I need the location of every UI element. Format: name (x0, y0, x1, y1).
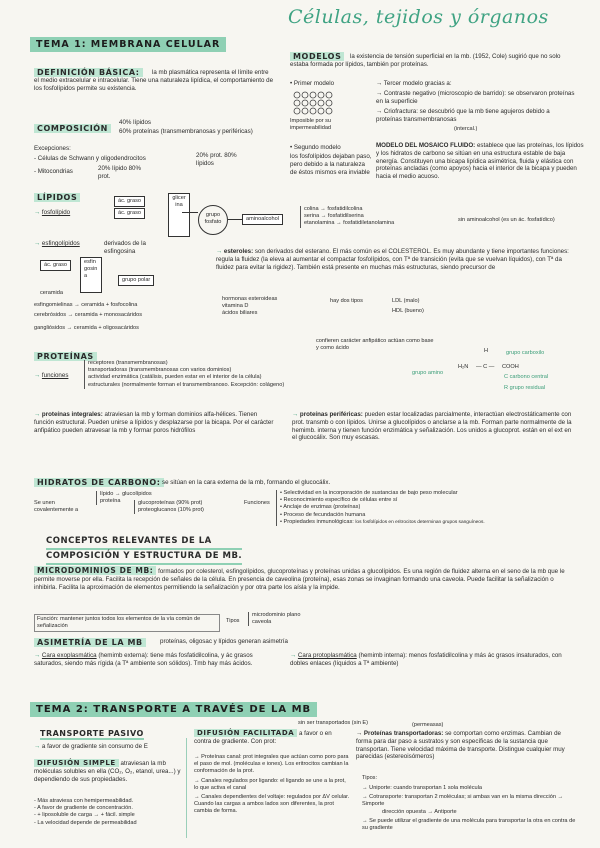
esteroles-block: → esteroles: son derivados del esterano. El más común es el COLESTEROL. Es muy abundante y tiene importantes funciones: regula la fluidez (la eleva al aumentar el compactar fosfolípidos, con Tª de transición (evita que se vuelvan líquidos), con Tª da fluidez para evitar la rigidez). También está presente en muchas más estructuras, siendo precursor de (216, 248, 569, 271)
transportadoras-text: se comportan como enzimas. Cambian de forma para dar paso a sustratos y son específicas de la sustancia que transportan. Tiene velocidad máxima de transporte. Distingue cualquier muy parecidas (estereoisómeros) (356, 730, 565, 761)
grupo-residual: R grupo residual (504, 385, 546, 391)
funcion-enzimatica: actividad enzimática (catálisis, pueden estar en el interior de la célula) (88, 374, 262, 381)
hidratos-lipido: lípido → glucolípidos (100, 491, 152, 497)
facilitada-list (194, 754, 350, 816)
transp-tipos-list (362, 785, 578, 832)
aminoalcohol-box: aminoalcohol (242, 214, 283, 225)
cara-exo-block: → Cara exoplasmática (hemimb externa): tiene más fosfatidilcolina, y ác grasos saturados, siendo más rígida (a Tª ambiente son sólidos). Tmb hay más ácidos. (34, 652, 253, 667)
grupo-amino: grupo amino (412, 370, 444, 376)
esteroles-heading: esteroles: (223, 248, 254, 255)
hdl: HDL (bueno) (392, 308, 424, 314)
serina-item: serina → fosfatidilserina (304, 213, 364, 220)
proteoglucanos: proteoglucanos (10% prot) (138, 507, 204, 514)
cerebrosidos-line: cerebrósidos → ceramida + monosacáridos (34, 312, 143, 318)
tema1-title: TEMA 1: MEMBRANA CELULAR (30, 37, 226, 52)
cara-exo-heading: Cara exoplasmática (41, 652, 97, 659)
composicion-heading: COMPOSICIÓN (34, 124, 111, 133)
hidratos-proteina-list (134, 500, 248, 514)
glucoproteinas: glucoproteínas (90% prot) (138, 500, 203, 506)
hidratos-fn-3: • Anclaje de enzimas (proteínas) (280, 504, 361, 511)
mosaico-block (376, 142, 586, 181)
hidratos-fn-1: • Selectividad en la incorporación de sustancias de bajo peso molecular (280, 490, 458, 496)
facilitada-heading: DIFUSIÓN FACILITADA (194, 729, 297, 737)
aa-cooh: COOH (502, 364, 519, 370)
perifericas-text: pueden estar localizadas parcialmente, interactúan electrostáticamente con prot. transmb o con lípidos. Unirse a glucolípidos o anclarse a la mb. Forman parte normalmente de la hemimb. interna y tienen función enzimática y señalización. Los unidos a glucoprot. están en el ext en el glucocálix. Son muy escasas. (292, 411, 572, 442)
integrales-block: → proteínas integrales: atraviesan la mb y forman dominios alfa-hélices. Tienen función estructural. Pueden unirse a lípidos y desplazarse por la bicapa. Por el carácter anfipático pueden atravesar la mb y formar poros hidrófilos (34, 411, 274, 434)
hidratos-fn-5-label: • Propiedades inmunológicas: (280, 518, 354, 525)
excepcion-schwann-val: 20% prot. 80% lípidos (196, 152, 237, 167)
integrales-heading: proteínas integrales: (41, 411, 103, 418)
esfingo-ac-graso-box: ác. graso (40, 260, 71, 271)
pct-lipidos: 40% lípidos (119, 119, 151, 126)
grupo-fosfato-circle: grupo fosfato (198, 205, 228, 235)
esfingosina-box: esfingosina (80, 257, 102, 293)
excepcion-mitocondrias-val: 20% lípido 80% prot. (98, 165, 141, 180)
esfingomielinas-line: esfingomielinas → ceramida + fosfocolina (34, 302, 138, 308)
grupo-polar-box: grupo polar (118, 275, 154, 286)
pct-proteinas: 60% proteínas (transmembranosas y periféricas) (119, 128, 253, 135)
modelos-intro: la existencia de tensión superficial en la mb. (1952, Cole) sugirió que no solo estaba formada por lípidos, también por proteínas. (290, 53, 561, 68)
esteroles-item-2: vitamina D (222, 303, 249, 310)
ldl: LDL (malo) (392, 298, 420, 304)
ceramida-label: ceramida (40, 290, 64, 296)
tipos-list (248, 612, 301, 626)
pasivo-text: → a favor de gradiente sin consumo de E (34, 743, 148, 750)
bond-line-2 (228, 219, 242, 220)
etanolamina-item: etanolamina → fosfatidiletanolamina (304, 220, 395, 227)
hidratos-fn-5-note: los fosfolípidos en eritrocitos determinan grupos sanguíneos. (355, 519, 485, 525)
simple-item-1: - Más atraviesa con hemipermeabilidad. (34, 798, 134, 804)
simple-item-3: - + liposoluble de carga → + fácil. simple (34, 812, 135, 819)
grupo-carboxilo: grupo carboxilo (506, 350, 545, 356)
excepcion-schwann: - Células de Schwann y oligodendrocitos (34, 155, 146, 162)
carbono-central: C carbono central (504, 374, 549, 380)
ac-graso-box-2: ác. graso (114, 208, 145, 219)
hidratos-intro: se sitúan en la cara externa de la mb, formando el glucocálix. (162, 479, 331, 486)
hidratos-fn-2: • Reconocimiento específico de células entre sí (280, 497, 398, 504)
excepcion-mitocondrias: - Mitocondrias (34, 168, 73, 175)
cara-exo-text: (hemimb externa): tiene más fosfatidilcolina, y ác grasos saturados, siendo más rígida (a Tª ambiente son sólidos). Tmb hay más ácidos. (34, 652, 253, 667)
imposible-note: Imposible por su impermeabilidad (290, 118, 332, 132)
se-unen: Se unen covalentemente a (34, 500, 79, 514)
lipidos-heading: LÍPIDOS (34, 193, 80, 202)
hidratos-proteina: proteína (100, 498, 121, 505)
modelos-heading: MODELOS (290, 52, 344, 61)
tercer-2: → Criofractura: se descubrió que la mb tiene agujeros debido a proteínas transmembranosas (376, 108, 550, 123)
aminoalcohol-list (300, 206, 395, 228)
simple-list (34, 798, 184, 827)
tema2-title: TEMA 2: TRANSPORTE A TRAVÉS DE LA MB (30, 702, 317, 717)
microdominios-block (34, 567, 574, 591)
simple-item-4: - La velocidad depende de permeabilidad (34, 819, 137, 826)
hidratos-funciones: Funciones (244, 500, 270, 506)
hay-dos-tipos: hay dos tipos (330, 298, 363, 304)
definicion-heading: DEFINICIÓN BÁSICA: (34, 68, 143, 77)
cotransporte-item: → Cotransporte: transportan 2 moléculas; si ambas van en la misma dirección → Simporte (362, 794, 564, 808)
page-title: Células, tejidos y órganos (288, 6, 549, 28)
gangliosidos-line: gangliósidos → ceramida + oligosacáridos (34, 325, 139, 331)
facilitada-intro: a favor o en contra de gradiente. Con prot: (194, 730, 332, 745)
colina-item: colina → fosfatidilcolina (304, 206, 363, 212)
segundo-text: los fosfolípidos dejaban paso, pero debido a la naturaleza de éstos mismos era inviable (290, 153, 372, 176)
column-divider (186, 738, 187, 838)
permeasas-note: (permeasas) (412, 722, 444, 728)
primer-modelo: • Primer modelo (290, 80, 335, 87)
transportadoras-heading: → Proteínas transportadoras: (356, 730, 444, 737)
perifericas-heading: proteínas periféricas: (299, 411, 363, 418)
cara-proto-block: → Cara protoplasmática (hemimb interna): menos fosfatidilcolina y más ác grasos insaturados, con dobles enlaces (líquidos a Tª ambiente) (290, 652, 562, 667)
tipo-microdominio-plano: microdominio plano (252, 612, 301, 618)
fosfolipidos-label: → fosfolípido (34, 209, 71, 216)
microdominios-heading: MICRODOMINIOS DE MB: (34, 566, 156, 575)
perifericas-block: → proteínas periféricas: pueden estar localizadas parcialmente, interactúan electrostáticamente con prot. transmb o con lípidos. Unirse a glucolípidos o anclarse a la mb. Forman parte normalmente de la hemimb. interna y tienen función enzimática y señalización. Los unidos a glucoprot. están en el ext en el glucocálix. Son muy escasas. (292, 411, 572, 442)
funcion-transportadoras: transportadoras (transmembranosas con varios dominios) (88, 367, 232, 374)
esfingolipidos-label: → esfingolípidos (34, 240, 80, 247)
facilitada-top-note: sin ser transportados (sin E) (298, 720, 368, 726)
simple-block (34, 760, 184, 783)
funcion-receptores: receptores (transmembranosas) (88, 360, 168, 366)
pasivo-heading: TRANSPORTE PASIVO (40, 729, 144, 738)
bilayer-icon (292, 90, 336, 116)
tercer-1: → Contraste negativo (microscopio de barrido): se observaron proteínas en la superficie (376, 90, 575, 105)
funciones-label: → funciones (34, 372, 69, 379)
integrales-text: atraviesan la mb y forman dominios alfa-hélices. Tienen función estructural. Pueden unirse a lípidos y desplazarse por la bicapa. Por el carácter anfipático pueden atravesar la mb y formar poros hidrófilos (34, 411, 274, 434)
esteroles-item-1: hormonas esteroideas (222, 296, 278, 302)
hidratos-fn-4: • Proceso de fecundación humana (280, 511, 366, 518)
gradiente-item: → Se puede utilizar el gradiente de una molécula para transportar la otra en contra de su gradiente (362, 817, 576, 832)
hidratos-heading: HIDRATOS DE CARBONO: (34, 478, 164, 487)
aa-c-label: — C — (476, 364, 495, 370)
tipos-t2-label: Tipos: (362, 775, 378, 781)
tipos-label: Tipos (226, 618, 240, 624)
esteroles-item-3: ácidos biliares (222, 310, 258, 317)
facilitada-ligando: → Canales regulados por ligando: el ligando se une a la prot, lo que activa el canal (194, 777, 346, 791)
conceptos-heading-2: COMPOSICIÓN Y ESTRUCTURA DE MB. (46, 550, 242, 565)
mosaico-text: establece que las proteínas, los lípidos y los hidratos de carbono se sitúan en una estructura estable de baja energía. Constituyen una bicapa lipídica asimétrica, fluida y elástica con proteínas ancladas (como apoyos) hacia el interior de la bicapa y pueden hacia el medio acuoso. (376, 142, 584, 181)
simple-item-2: - A favor de gradiente de concentración. (34, 805, 133, 812)
mosaico-heading: MODELO DEL MOSAICO FLUIDO: (376, 142, 476, 149)
uniporte-item: → Uniporte: cuando transportan 1 sola molécula (362, 785, 483, 791)
facilitada-voltaje: → Canales dependientes del voltaje: regulados por ΔV celular. Cuando las cargas a ambos lados son diferentes, la prot cambia de forma. (194, 794, 350, 815)
facilitada-block (194, 730, 350, 746)
microdominios-text: formados por colesterol, esfingolípidos, glucoproteínas y proteínas unidas a glucolípidos. Es una región de fluidez alterna en el seno de la mb que le permite moverse por ella. Facilita la recepción de señales de la célula. En presencia de caveolina (proteína), esas zonas se invaginan formando una caveola. Puede facilitar la señalización o inhibirla. Facilita la aproximación de elementos permitiendo la señalización y por otra parte los aísla y la impide. (34, 568, 565, 591)
tercer-3: (intercal.) (454, 126, 478, 132)
asimetria-text: proteínas, oligosac y lípidos generan asimetría (160, 638, 288, 645)
sin-aminoalcohol: sin aminoalcohol (es un ác. fosfatídico) (458, 217, 555, 223)
asimetria-heading: ASIMETRÍA DE LA MB (34, 638, 146, 647)
proteinas-heading: PROTEÍNAS (34, 352, 97, 361)
tipo-caveola: caveola (252, 619, 272, 626)
tercer-modelo: → Tercer modelo gracias a: (376, 80, 452, 87)
aa-h-label: H (484, 348, 489, 354)
excepciones-label: Excepciones: (34, 145, 71, 152)
antiporte-item: dirección opuesta → Antiporte (382, 808, 457, 815)
hidratos-fn-list (276, 490, 580, 526)
funcion-box: Función: mantener juntos todos los elementos de la vía común de señalización (34, 614, 220, 632)
esfingolipidos-desc: derivados de la esfingosina (104, 240, 146, 255)
conceptos-heading (46, 535, 242, 565)
ac-graso-box-1: ác. graso (114, 196, 145, 207)
esteroles-list (222, 296, 322, 318)
bond-line (182, 212, 198, 213)
hidratos-fn-5 (280, 519, 580, 526)
glicerina-box: glicerina (168, 193, 190, 237)
segundo-modelo: • Segundo modelo (290, 144, 341, 151)
definicion-text: la mb plasmática representa el límite entre el medio extracelular e intracelular. Tiene una naturaleza lipídica, el comportamiento de los fosfolípidos permite su existencia. (34, 69, 274, 92)
cara-proto-heading: Cara protoplasmática (297, 652, 357, 659)
transportadoras-block (356, 730, 578, 761)
cara-proto-text: (hemimb interna): menos fosfatidilcolina y más ác grasos insaturados, con dobles enlaces (líquidos a Tª ambiente) (290, 652, 562, 667)
funciones-list (84, 360, 318, 389)
facilitada-canal: → Proteínas canal: prot integrales que actúan como poro para el paso de mol. (moléculas e iones). Los eritrocitos cambian la conformación de la prot. (194, 754, 349, 775)
simple-heading: DIFUSIÓN SIMPLE (34, 759, 119, 767)
conceptos-heading-1: CONCEPTOS RELEVANTES DE LA (46, 535, 242, 550)
funcion-estructurales: estructurales (normalmente forman el transmembranoso. Excepción: colágeno) (88, 381, 285, 388)
anfipatico-text: confieren carácter anfipático actúan como base y como ácido (316, 338, 434, 352)
simple-text: atraviesan la mb moléculas solubles en ella (CO₂, O₂, etanol, urea...) y dependiendo de sus propiedades. (34, 760, 181, 783)
esteroles-text: son derivados del esterano. El más común es el COLESTEROL. Es muy abundante y tiene importantes funciones: regula la fluidez (la eleva al aumentar el compactar fosfolípidos, con Tª de transición (evita que se vuelvan líquidos), con Tª da fluidez para evitar la rigidez). También está presente en muchas más estructuras, siendo precursor de (216, 248, 569, 271)
aa-amino: H₂N (458, 364, 469, 370)
